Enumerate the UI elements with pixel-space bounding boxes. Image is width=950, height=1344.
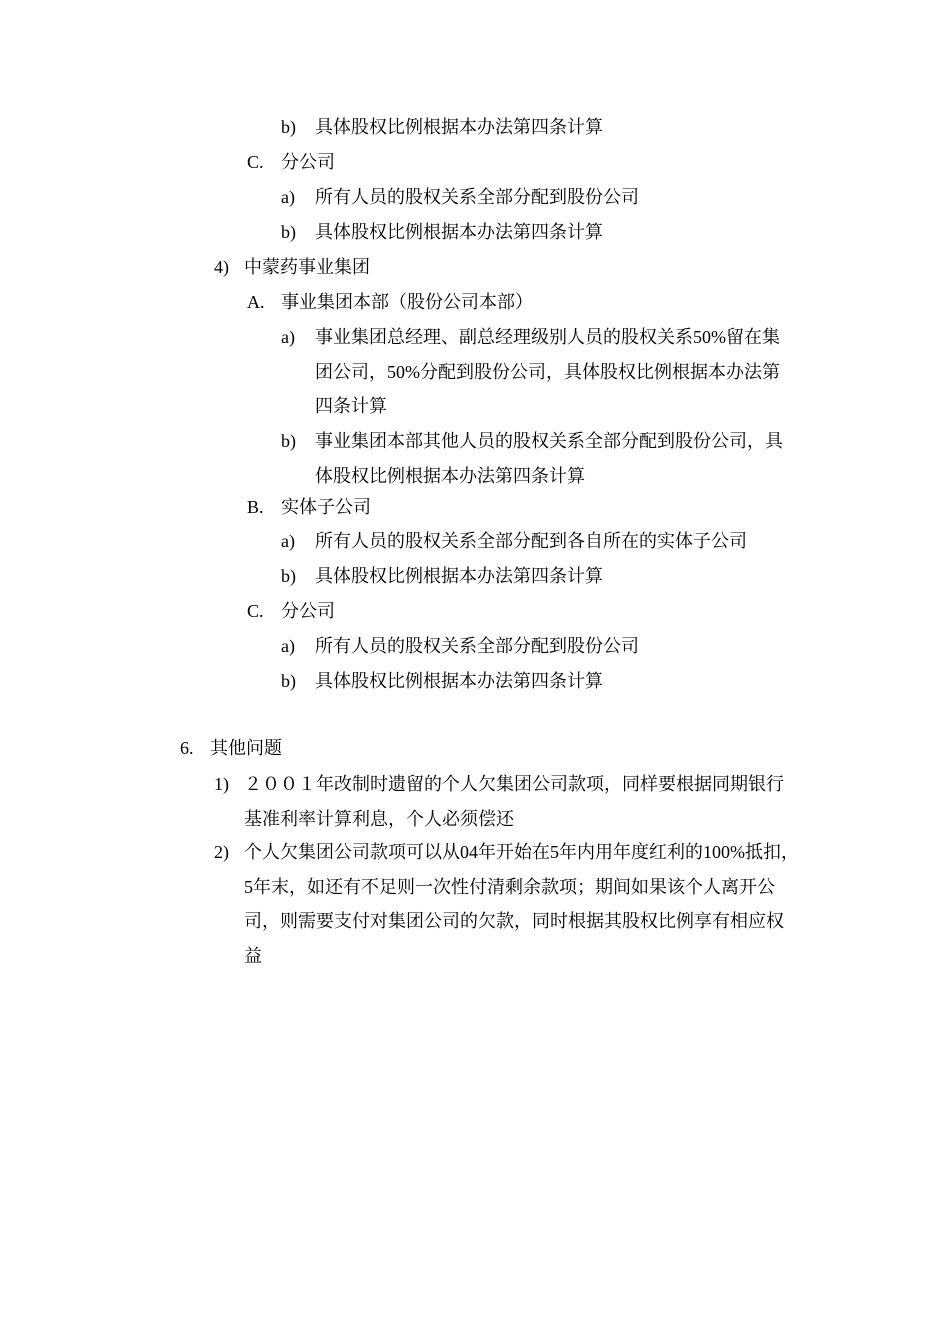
list-marker: A. xyxy=(247,292,265,312)
list-item-text: 所有人员的股权关系全部分配到股份公司 xyxy=(315,636,639,656)
subgroup-heading xyxy=(247,285,801,320)
subgroup-title: 事业集团本部（股份公司本部） xyxy=(281,292,533,312)
list-item-text: 具体股权比例根据本办法第四条计算 xyxy=(315,566,603,586)
list-item xyxy=(281,424,797,493)
list-marker: b) xyxy=(281,671,296,691)
list-marker: C. xyxy=(247,152,264,172)
list-item-text: 所有人员的股权关系全部分配到股份公司 xyxy=(315,187,639,207)
group-heading xyxy=(214,250,800,285)
list-item-text: 分公司 xyxy=(281,152,335,172)
list-item xyxy=(281,215,805,250)
group-title: 中蒙药事业集团 xyxy=(244,257,370,277)
list-item-text: ２００１年改制时遗留的个人欠集团公司款项，同样要根据同期银行基准利率计算利息，个人必须偿还 xyxy=(244,774,784,829)
section-heading xyxy=(180,731,770,766)
list-item xyxy=(281,664,805,699)
list-item xyxy=(281,524,805,559)
list-item-text: 具体股权比例根据本办法第四条计算 xyxy=(315,671,603,691)
subgroup-heading xyxy=(247,594,801,629)
list-item xyxy=(281,320,797,424)
list-marker: b) xyxy=(281,222,296,242)
list-item-text: 事业集团总经理、副总经理级别人员的股权关系50%留在集团公司，50%分配到股份公司，具体股权比例根据本办法第四条计算 xyxy=(315,327,780,416)
list-marker: 4) xyxy=(214,257,229,277)
list-marker: B. xyxy=(247,497,264,517)
list-marker: 2) xyxy=(214,842,229,862)
list-marker: a) xyxy=(281,327,295,347)
subgroup-title: 分公司 xyxy=(281,601,335,621)
section-title: 其他问题 xyxy=(210,738,282,758)
list-item xyxy=(247,145,801,180)
list-item xyxy=(214,835,800,973)
list-item-text: 具体股权比例根据本办法第四条计算 xyxy=(315,117,603,137)
list-item-text: 事业集团本部其他人员的股权关系全部分配到股份公司，具体股权比例根据本办法第四条计算 xyxy=(315,431,783,486)
section-number: 6. xyxy=(180,738,194,758)
list-marker: b) xyxy=(281,431,296,451)
list-item xyxy=(281,629,805,664)
list-marker: 1) xyxy=(214,774,229,794)
list-item xyxy=(214,767,800,836)
subgroup-heading xyxy=(247,490,801,525)
list-item-text: 具体股权比例根据本办法第四条计算 xyxy=(315,222,603,242)
list-marker: b) xyxy=(281,566,296,586)
list-item xyxy=(281,110,805,145)
list-item xyxy=(281,180,805,215)
list-marker: b) xyxy=(281,117,296,137)
list-marker: C. xyxy=(247,601,264,621)
list-marker: a) xyxy=(281,187,295,207)
list-marker: a) xyxy=(281,636,295,656)
list-marker: a) xyxy=(281,531,295,551)
subgroup-title: 实体子公司 xyxy=(281,497,371,517)
list-item-text: 个人欠集团公司款项可以从04年开始在5年内用年度红利的100%抵扣，5年末，如还有不足则一次性付清剩余款项；期间如果该个人离开公司，则需要支付对集团公司的欠款，同时根据其股权比例享有相应权益 xyxy=(244,842,799,966)
list-item-text: 所有人员的股权关系全部分配到各自所在的实体子公司 xyxy=(315,531,747,551)
list-item xyxy=(281,559,805,594)
